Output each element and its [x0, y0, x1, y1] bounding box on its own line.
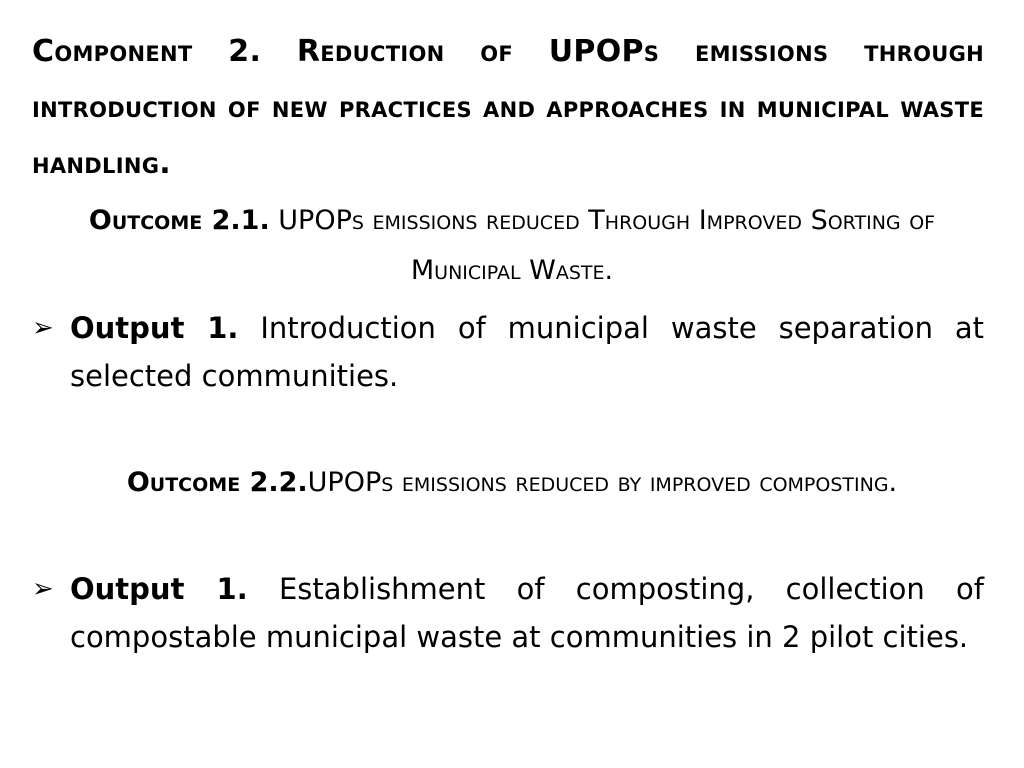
output-body — [70, 565, 984, 661]
arrow-bullet-icon: ➢ — [32, 574, 54, 604]
output-text: Establishment of composting, collection of compostable municipal waste at communities in 2 pilot cities. — [70, 572, 984, 654]
output-label: Output 1. — [70, 311, 239, 345]
outcome-2-2 — [60, 458, 964, 508]
outcome-2-1 — [60, 196, 964, 296]
outcome-label: Outcome 2.2. — [126, 467, 308, 498]
outcome-text: UPOPs emissions reduced by improved composting. — [307, 467, 898, 498]
output-body — [70, 304, 984, 400]
arrow-bullet-icon: ➢ — [32, 313, 54, 343]
outcome-label: Outcome 2.1. — [88, 205, 270, 236]
slide-title: Component 2. Reduction of UPOPs emissions through introduction of new practices and approaches in municipal waste handling. — [32, 34, 984, 181]
output-item — [32, 565, 984, 661]
output-item — [32, 304, 984, 400]
output-label: Output 1. — [70, 572, 248, 606]
outcome-text: UPOPs emissions reduced Through Improved Sorting of Municipal Waste. — [278, 205, 936, 286]
output-text: Introduction of municipal waste separation at selected communities. — [70, 311, 984, 393]
